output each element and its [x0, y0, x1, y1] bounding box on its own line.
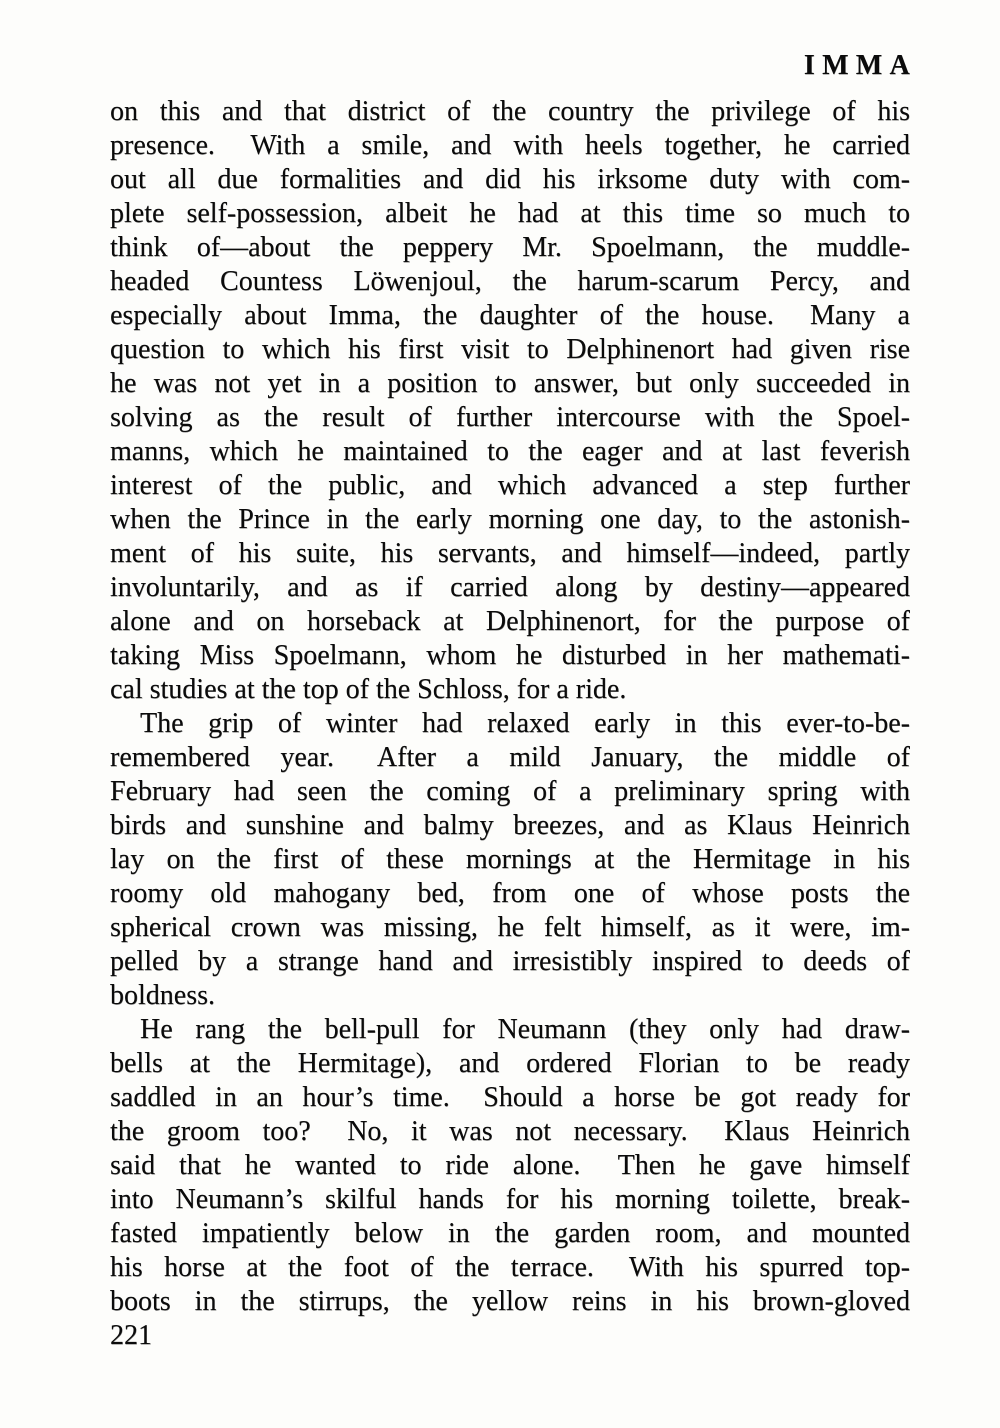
text-line: involuntarily, and as if carried along by destiny—appeared	[110, 572, 910, 603]
text-line: cal studies at the top of the Schloss, for a ride.	[110, 674, 627, 705]
text-line: he was not yet in a position to answer, but only succeeded in	[110, 368, 910, 399]
text-line: lay on the first of these mornings at the Hermitage in his	[110, 844, 910, 875]
text-line: The grip of winter had relaxed early in this ever-to-be-	[140, 708, 910, 739]
text-line: boots in the stirrups, the yellow reins in his brown-gloved	[110, 1286, 910, 1317]
text-line: his horse at the foot of the terrace. With his spurred top-	[110, 1252, 910, 1283]
text-line: roomy old mahogany bed, from one of whose posts the	[110, 878, 910, 909]
text-line: birds and sunshine and balmy breezes, and as Klaus Heinrich	[110, 810, 910, 841]
text-line: taking Miss Spoelmann, whom he disturbed in her mathemati-	[110, 640, 910, 671]
text-line: into Neumann’s skilful hands for his morning toilette, break-	[110, 1184, 910, 1215]
text-line: interest of the public, and which advanced a step further	[110, 470, 910, 501]
text-line: plete self-possession, albeit he had at this time so much to	[110, 198, 910, 229]
text-line: fasted impatiently below in the garden room, and mounted	[110, 1218, 910, 1249]
page-number: 221	[110, 1320, 152, 1351]
text-line: ment of his suite, his servants, and himself—indeed, partly	[110, 538, 910, 569]
text-line: bells at the Hermitage), and ordered Florian to be ready	[110, 1048, 910, 1079]
text-line: think of—about the peppery Mr. Spoelmann, the muddle-	[110, 232, 910, 263]
text-line: headed Countess Löwenjoul, the harum-scarum Percy, and	[110, 266, 910, 297]
text-line: February had seen the coming of a preliminary spring with	[110, 776, 910, 807]
text-line: presence. With a smile, and with heels together, he carried	[110, 130, 910, 161]
text-line: pelled by a strange hand and irresistibly inspired to deeds of	[110, 946, 910, 977]
text-line: question to which his first visit to Delphinenort had given rise	[110, 334, 910, 365]
text-line: manns, which he maintained to the eager and at last feverish	[110, 436, 910, 467]
text-line: when the Prince in the early morning one day, to the astonish-	[110, 504, 910, 535]
running-header: IMMA	[803, 50, 917, 81]
text-line: solving as the result of further intercourse with the Spoel-	[110, 402, 910, 433]
text-line: saddled in an hour’s time. Should a horse be got ready for	[110, 1082, 910, 1113]
text-line: on this and that district of the country the privilege of his	[110, 96, 910, 127]
text-line: boldness.	[110, 980, 215, 1011]
text-line: He rang the bell-pull for Neumann (they only had draw-	[140, 1014, 910, 1045]
text-line: alone and on horseback at Delphinenort, for the purpose of	[110, 606, 910, 637]
text-line: out all due formalities and did his irksome duty with com-	[110, 164, 910, 195]
text-line: remembered year. After a mild January, the middle of	[110, 742, 910, 773]
page-body	[110, 95, 910, 1319]
text-line: the groom too? No, it was not necessary. Klaus Heinrich	[110, 1116, 910, 1147]
text-line: spherical crown was missing, he felt himself, as it were, im-	[110, 912, 910, 943]
text-line: especially about Imma, the daughter of the house. Many a	[110, 300, 910, 331]
text-line: said that he wanted to ride alone. Then he gave himself	[110, 1150, 910, 1181]
